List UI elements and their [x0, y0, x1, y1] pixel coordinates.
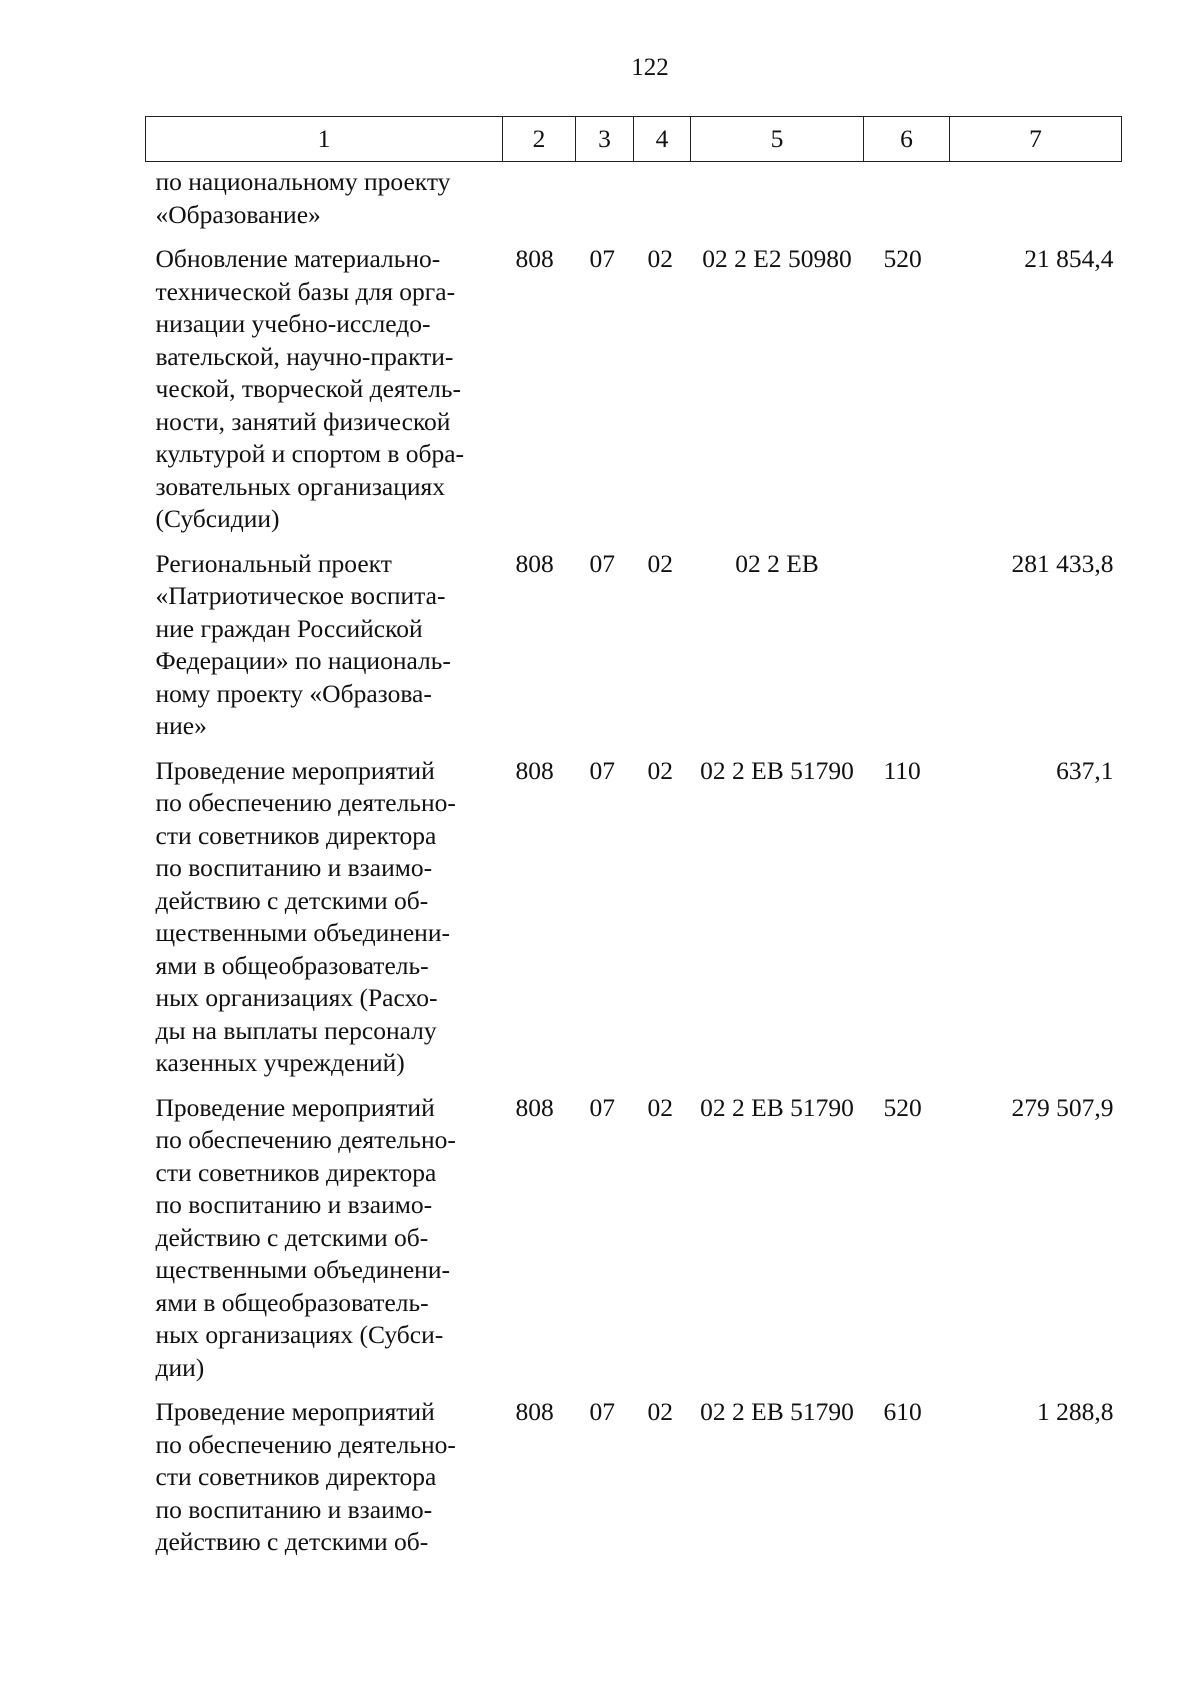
description-line: сти советников директора	[155, 820, 437, 850]
page-number-text: 122	[631, 54, 669, 81]
column-header: 6	[864, 117, 950, 162]
column-header: 2	[503, 117, 576, 162]
description-line: Региональный проект	[155, 548, 392, 578]
description-line: (Субсидии)	[155, 504, 280, 533]
description-line: «Образование»	[155, 199, 321, 229]
description-line: сти советников директора	[155, 1157, 437, 1187]
description-line: Проведение мероприятий	[155, 755, 435, 785]
amount-cell: 1 288,8	[1037, 1397, 1114, 1426]
description-line: дии)	[155, 1352, 205, 1382]
description-line: щественными объединени-	[155, 918, 450, 947]
description-line: технической базы для орга-	[155, 276, 456, 306]
amount-cell	[950, 162, 1122, 244]
table-row	[146, 1396, 1122, 1571]
expense-type-cell	[864, 162, 950, 244]
description-line: зовательных организациях	[155, 471, 445, 501]
description-line: казенных учреждений)	[155, 1048, 405, 1077]
description-line: ных организациях (Расхо-	[155, 983, 438, 1012]
amount-cell: 637,1	[1056, 755, 1114, 785]
description-line: по обеспечению деятельно-	[155, 1429, 456, 1459]
table-body	[146, 162, 1122, 1571]
description-cell	[146, 1396, 503, 1571]
description-line: действию с детскими об-	[155, 1222, 429, 1252]
description-line: ями в общеобразователь-	[155, 1287, 429, 1317]
admin-code-cell: 808	[515, 548, 554, 578]
admin-code-cell: 808	[515, 755, 554, 785]
description-cell	[146, 548, 503, 755]
target-article-cell: 02 2 ЕВ 51790	[700, 755, 854, 785]
section-code-cell: 07	[589, 755, 615, 785]
description-line: по обеспечению деятельно-	[155, 1125, 456, 1154]
table-row	[146, 243, 1122, 548]
description-line: Проведение мероприятий	[155, 1092, 435, 1122]
description-line: низации учебно-исследо-	[155, 309, 431, 338]
description-cell	[146, 162, 503, 244]
admin-code-cell	[503, 162, 576, 244]
expense-type-cell: 520	[883, 1092, 922, 1122]
table-row	[146, 162, 1122, 244]
description-line: ние»	[155, 711, 207, 740]
column-header: 4	[634, 117, 691, 162]
target-article-cell: 02 2 Е2 50980	[702, 244, 852, 273]
column-number-header	[146, 117, 1122, 162]
description-line: ние граждан Российской	[155, 613, 423, 643]
description-line: вательской, научно-практи-	[155, 341, 454, 371]
table-row	[146, 1092, 1122, 1397]
subsection-code-cell: 02	[647, 1397, 673, 1426]
description-line: Проведение мероприятий	[155, 1397, 435, 1426]
subsection-code-cell: 02	[647, 755, 673, 785]
description-line: Обновление материально-	[155, 244, 441, 273]
admin-code-cell: 808	[515, 1092, 554, 1122]
description-line: Федерации» по националь-	[155, 646, 451, 675]
description-line: по воспитанию и взаимо-	[155, 1190, 433, 1219]
description-line: ды на выплаты персоналу	[155, 1015, 437, 1045]
description-cell	[146, 243, 503, 548]
column-header: 7	[950, 117, 1122, 162]
description-line: действию с детскими об-	[155, 1527, 429, 1556]
section-code-cell	[576, 162, 634, 244]
column-header: 1	[146, 117, 503, 162]
admin-code-cell: 808	[515, 244, 554, 273]
description-cell	[146, 755, 503, 1092]
description-line: ных организациях (Субси-	[155, 1320, 444, 1349]
description-line: ческой, творческой деятель-	[155, 374, 462, 403]
column-header: 3	[576, 117, 634, 162]
table-row	[146, 755, 1122, 1092]
page-number	[0, 52, 1200, 84]
section-code-cell: 07	[589, 1397, 615, 1426]
table-row	[146, 548, 1122, 755]
amount-cell: 279 507,9	[1011, 1092, 1114, 1122]
description-line: по воспитанию и взаимо-	[155, 853, 433, 882]
subsection-code-cell	[634, 162, 691, 244]
description-line: ности, занятий физической	[155, 406, 451, 436]
target-article-cell: 02 2 ЕВ 51790	[700, 1092, 854, 1122]
budget-table	[145, 116, 1122, 1571]
target-article-cell: 02 2 ЕВ	[735, 548, 819, 578]
expense-type-cell: 520	[883, 244, 922, 273]
expense-type-cell: 610	[883, 1397, 922, 1426]
target-article-cell: 02 2 ЕВ 51790	[700, 1397, 854, 1426]
expense-type-cell	[864, 548, 950, 755]
section-code-cell: 07	[589, 548, 615, 578]
description-cell	[146, 1092, 503, 1397]
description-line: сти советников директора	[155, 1462, 437, 1491]
subsection-code-cell: 02	[647, 244, 673, 273]
description-line: «Патриотическое воспита-	[155, 581, 446, 610]
subsection-code-cell: 02	[647, 548, 673, 578]
admin-code-cell: 808	[515, 1397, 554, 1426]
column-header: 5	[691, 117, 864, 162]
expense-type-cell: 110	[883, 755, 921, 785]
description-line: по национальному проекту	[155, 167, 451, 196]
description-line: ному проекту «Образова-	[155, 678, 432, 708]
subsection-code-cell: 02	[647, 1092, 673, 1122]
description-line: по обеспечению деятельно-	[155, 788, 456, 817]
section-code-cell: 07	[589, 1092, 615, 1122]
target-article-cell	[691, 162, 864, 244]
description-line: ями в общеобразователь-	[155, 950, 429, 980]
description-line: культурой и спортом в обра-	[155, 439, 465, 468]
description-line: по воспитанию и взаимо-	[155, 1494, 433, 1524]
amount-cell: 21 854,4	[1024, 244, 1114, 273]
description-line: щественными объединени-	[155, 1255, 450, 1284]
section-code-cell: 07	[589, 244, 615, 273]
amount-cell: 281 433,8	[1011, 548, 1114, 578]
description-line: действию с детскими об-	[155, 885, 429, 915]
